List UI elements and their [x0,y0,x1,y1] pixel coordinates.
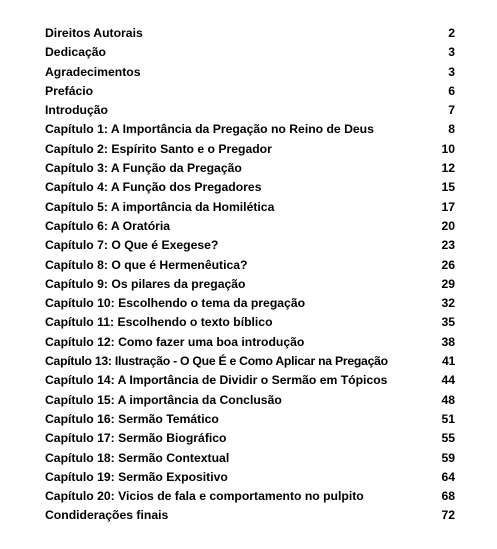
toc-entry[interactable] [45,313,455,332]
table-of-contents [45,24,455,526]
toc-entry-title: Direitos Autorais [45,26,143,40]
toc-entry-page: 72 [441,508,455,523]
toc-entry-title: Capítulo 7: O Que é Exegese? [45,238,219,253]
toc-entry[interactable] [45,391,455,410]
toc-entry[interactable] [45,236,455,255]
toc-entry[interactable] [45,410,455,429]
toc-entry-page: 35 [441,315,455,330]
toc-entry-page: 2 [448,26,455,40]
toc-entry-page: 59 [441,450,455,465]
toc-entry-page: 51 [441,411,455,426]
toc-entry[interactable] [45,63,455,82]
toc-entry[interactable] [45,256,455,275]
toc-entry-title: Capítulo 19: Sermão Expositivo [45,469,228,484]
toc-entry-page: 15 [441,180,455,195]
toc-entry[interactable] [45,487,455,506]
toc-entry-page: 55 [441,431,455,446]
toc-entry[interactable] [45,429,455,448]
toc-entry-title: Capítulo 20: Vicios de fala e comportamento no pulpito [45,489,364,504]
toc-entry[interactable] [45,449,455,468]
toc-entry-page: 41 [441,354,455,369]
toc-entry-title: Capítulo 12: Como fazer uma boa introdução [45,334,305,349]
toc-entry-page: 10 [441,141,455,156]
toc-entry-title: Capítulo 13: Ilustração - O Que É e Como Aplicar na Pregação [45,354,388,369]
toc-entry[interactable] [45,371,455,390]
toc-entry[interactable] [45,506,455,525]
toc-entry-page: 68 [441,489,455,504]
toc-entry-page: 38 [441,334,455,349]
toc-entry-title: Capítulo 8: O que é Hermenêutica? [45,257,248,272]
toc-entry-title: Introdução [45,103,108,118]
toc-entry[interactable] [45,468,455,487]
toc-entry-title: Agradecimentos [45,64,141,79]
toc-entry[interactable] [45,178,455,197]
toc-entry[interactable] [45,198,455,217]
toc-entry-title: Dedicação [45,45,106,60]
toc-entry-page: 32 [441,296,455,311]
toc-entry[interactable] [45,101,455,120]
toc-entry-title: Condiderações finais [45,508,169,523]
toc-entry[interactable] [45,43,455,62]
toc-entry-page: 20 [441,218,455,233]
toc-entry-title: Capítulo 2: Espírito Santo e o Pregador [45,141,272,156]
toc-entry-page: 3 [448,64,455,79]
toc-entry[interactable] [45,333,455,352]
toc-entry-title: Capítulo 11: Escolhendo o texto bíblico [45,315,273,330]
toc-entry[interactable] [45,24,455,43]
toc-entry[interactable] [45,120,455,139]
toc-entry-page: 64 [441,469,455,484]
toc-entry-title: Capítulo 6: A Oratória [45,218,171,233]
toc-entry-page: 6 [448,83,455,98]
toc-entry-title: Capítulo 16: Sermão Temático [45,411,219,426]
toc-entry-page: 26 [441,257,455,272]
toc-entry[interactable] [45,294,455,313]
toc-entry-title: Capítulo 14: A Importância de Dividir o Sermão em Tópicos [45,373,388,388]
toc-entry-title: Capítulo 15: A importância da Conclusão [45,392,282,407]
toc-entry-page: 17 [441,199,455,214]
toc-entry-page: 48 [441,392,455,407]
toc-entry-page: 3 [448,45,455,60]
toc-entry-page: 23 [441,238,455,253]
toc-entry[interactable] [45,352,455,371]
toc-entry-title: Capítulo 17: Sermão Biográfico [45,431,227,446]
toc-entry[interactable] [45,140,455,159]
toc-entry-title: Capítulo 4: A Função dos Pregadores [45,180,262,195]
toc-entry-title: Capítulo 10: Escolhendo o tema da pregação [45,296,306,311]
toc-entry-title: Capítulo 9: Os pilares da pregação [45,276,246,291]
toc-entry[interactable] [45,275,455,294]
toc-entry[interactable] [45,217,455,236]
toc-entry-page: 8 [448,122,455,137]
toc-entry-title: Capítulo 18: Sermão Contextual [45,450,230,465]
toc-entry[interactable] [45,159,455,178]
toc-entry-page: 7 [448,103,455,118]
toc-entry-page: 44 [441,373,455,388]
toc-entry[interactable] [45,82,455,101]
toc-entry-title: Capítulo 5: A importância da Homilética [45,199,275,214]
toc-entry-title: Capítulo 3: A Função da Pregação [45,161,242,176]
toc-entry-page: 12 [441,161,455,176]
toc-entry-title: Prefácio [45,83,94,98]
toc-entry-page: 29 [441,276,455,291]
toc-entry-title: Capítulo 1: A Importância da Pregação no Reino de Deus [45,122,374,137]
